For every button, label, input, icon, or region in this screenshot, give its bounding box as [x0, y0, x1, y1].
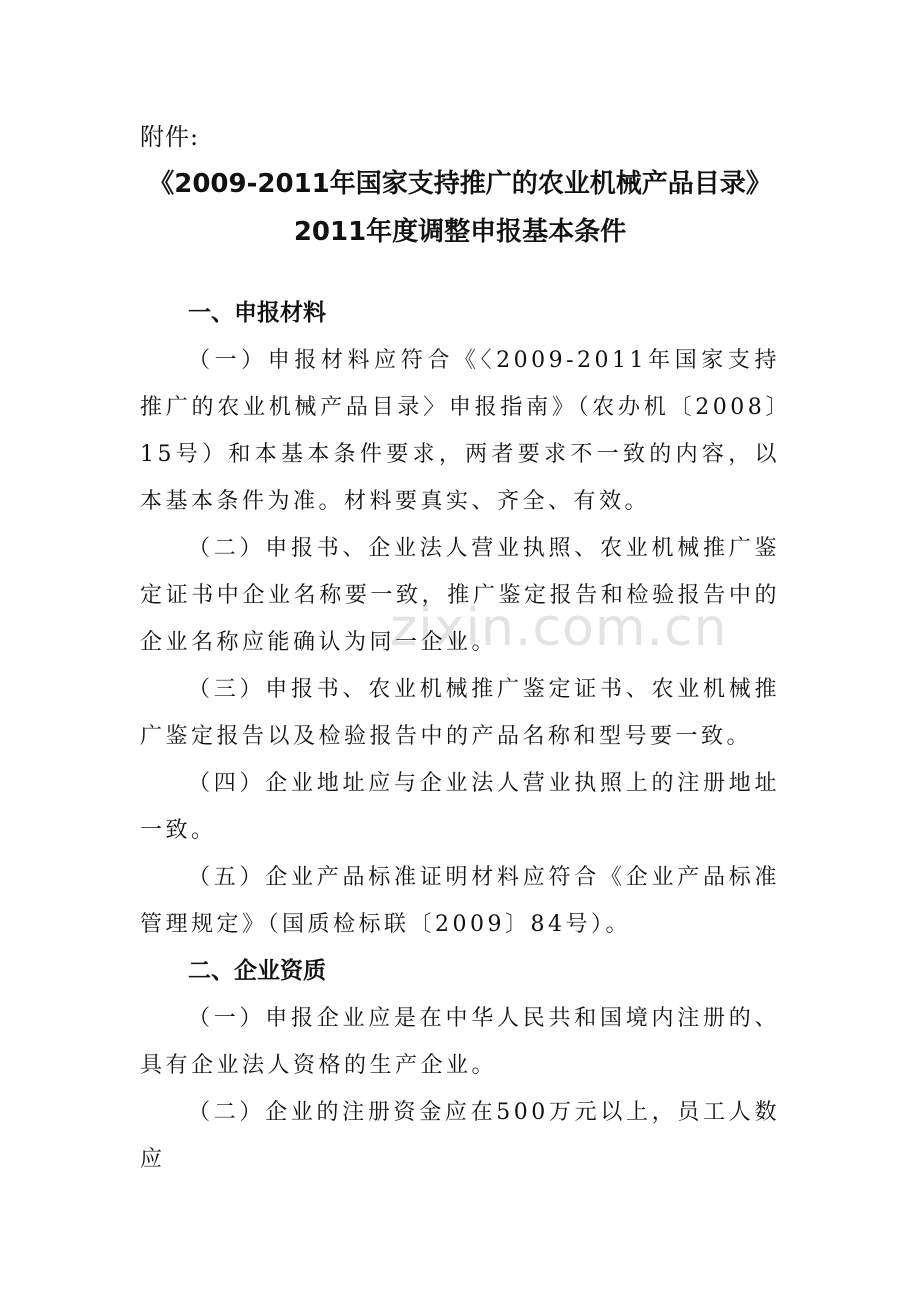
document-title-line-2: 2011年度调整申报基本条件 — [293, 217, 627, 247]
attachment-label: 附件: — [140, 123, 200, 151]
paragraph-materials-1: （一）申报材料应符合《〈2009-2011年国家支持推广的农业机械产品目录〉申报指南》（农办机〔2008〕15号）和本基本条件要求，两者要求不一致的内容，以本基本条件为准。材料要真实、齐全、有效。 — [140, 348, 780, 514]
paragraph-qualification-1: （一）申报企业应是在中华人民共和国境内注册的、具有企业法人资格的生产企业。 — [140, 1006, 780, 1078]
section-heading-materials: 一、申报材料 — [188, 300, 326, 326]
document-title-line-1: 《2009-2011年国家支持推广的农业机械产品目录》 — [148, 169, 772, 199]
paragraph-materials-3: （三）申报书、农业机械推广鉴定证书、农业机械推广鉴定报告以及检验报告中的产品名称和型号要一致。 — [140, 677, 780, 749]
paragraph-materials-4: （四）企业地址应与企业法人营业执照上的注册地址一致。 — [140, 771, 780, 843]
section-heading-qualification: 二、企业资质 — [188, 958, 326, 984]
document-body — [140, 290, 780, 1183]
paragraph-qualification-2: （二）企业的注册资金应在500万元以上，员工人数应 — [140, 1100, 780, 1172]
watermark: zixin.com.cn — [390, 598, 728, 658]
paragraph-materials-5: （五）企业产品标准证明材料应符合《企业产品标准管理规定》（国质检标联〔2009〕84号）。 — [140, 865, 780, 937]
paragraph-materials-2: （二）申报书、企业法人营业执照、农业机械推广鉴定证书中企业名称要一致，推广鉴定报告和检验报告中的企业名称应能确认为同一企业。 — [140, 536, 780, 655]
